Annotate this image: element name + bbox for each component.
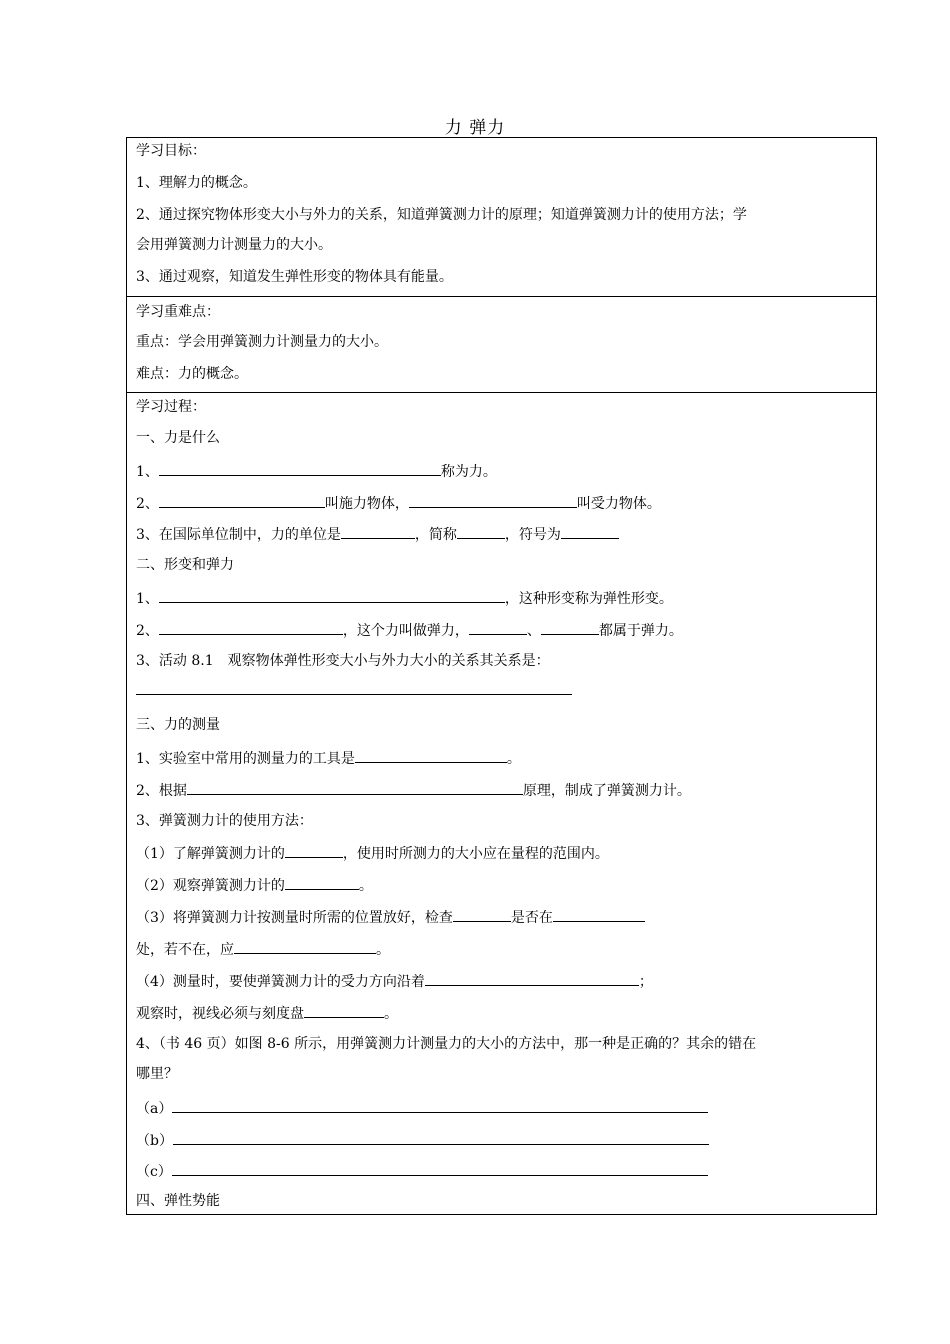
answer-blank[interactable] [355,748,507,763]
answer-blank[interactable] [159,620,343,635]
option-b: （b） [136,1130,868,1150]
answer-blank[interactable] [172,1161,708,1176]
option-a: （a） [136,1098,868,1118]
key-point: 重点：学会用弹簧测力计测量力的大小。 [136,334,388,350]
answer-blank[interactable] [187,780,523,795]
answer-blank[interactable] [561,524,619,539]
part2-q3: 3、活动 8.1 观察物体弹性形变大小与外力大小的关系其关系是： [136,653,550,669]
part2-heading: 二、形变和弹力 [136,557,234,573]
answer-blank[interactable] [453,907,511,922]
part3-step3-cont: 处，若不在，应 。 [136,939,868,959]
worksheet-table [126,137,877,1215]
answer-blank[interactable] [159,588,505,603]
part3-step2: （2）观察弹簧测力计的 。 [136,875,868,895]
goal-1: 1、理解力的概念。 [136,175,257,191]
answer-blank[interactable] [173,1130,709,1145]
part3-q3: 3、弹簧测力计的使用方法： [136,813,313,829]
goals-heading: 学习目标： [136,143,206,159]
answer-blank[interactable] [159,461,441,476]
goals-section [127,138,876,297]
difficult-point: 难点：力的概念。 [136,366,248,382]
keypoints-section [127,297,876,393]
answer-blank[interactable] [234,939,376,954]
part3-step4: （4）测量时，要使弹簧测力计的受力方向沿着 ； [136,971,868,991]
answer-blank[interactable] [136,680,572,695]
process-heading: 学习过程： [136,399,206,415]
option-c: （c） [136,1161,868,1181]
answer-blank[interactable] [409,493,577,508]
part1-heading: 一、力是什么 [136,430,220,446]
answer-blank[interactable] [285,843,343,858]
answer-blank[interactable] [341,524,415,539]
goal-2-cont: 会用弹簧测力计测量力的大小。 [136,237,332,253]
part3-step3: （3）将弹簧测力计按测量时所需的位置放好，检查 是否在 [136,907,868,927]
answer-blank[interactable] [304,1003,384,1018]
part3-step1: （1）了解弹簧测力计的 ，使用时所测力的大小应在量程的范围内。 [136,843,868,863]
answer-blank[interactable] [425,971,639,986]
answer-blank[interactable] [159,493,325,508]
part1-q3: 3、在国际单位制中，力的单位是 ，简称 ，符号为 [136,524,868,544]
part3-q2: 2、根据 原理，制成了弹簧测力计。 [136,780,868,800]
part3-step4-cont: 观察时，视线必须与刻度盘 。 [136,1003,868,1023]
part1-q2: 2、 叫施力物体， 叫受力物体。 [136,493,868,513]
part4-heading: 四、弹性势能 [136,1193,220,1209]
page-title: 力 弹力 [444,118,506,138]
answer-blank[interactable] [457,524,505,539]
part1-q1: 1、 称为力。 [136,461,868,481]
part3-q4-cont: 哪里？ [136,1066,178,1082]
part2-q2: 2、 ，这个力叫做弹力， 、 都属于弹力。 [136,620,868,640]
answer-blank[interactable] [172,1098,708,1113]
keypoints-heading: 学习重难点： [136,304,220,320]
answer-blank[interactable] [285,875,359,890]
answer-blank[interactable] [541,620,599,635]
part3-heading: 三、力的测量 [136,717,220,733]
part3-q4: 4、（书 46 页）如图 8-6 所示，用弹簧测力计测量力的大小的方法中，那一种是正确的？其余的错在 [136,1036,757,1052]
answer-blank[interactable] [469,620,527,635]
answer-blank[interactable] [553,907,645,922]
goal-3: 3、通过观察，知道发生弹性形变的物体具有能量。 [136,269,453,285]
part2-q1: 1、 ，这种形变称为弹性形变。 [136,588,868,608]
part2-q3-answer [136,680,868,700]
goal-2: 2、通过探究物体形变大小与外力的关系，知道弹簧测力计的原理；知道弹簧测力计的使用方法；学 [136,207,747,223]
process-section [127,393,876,1214]
part3-q1: 1、实验室中常用的测量力的工具是 。 [136,748,868,768]
